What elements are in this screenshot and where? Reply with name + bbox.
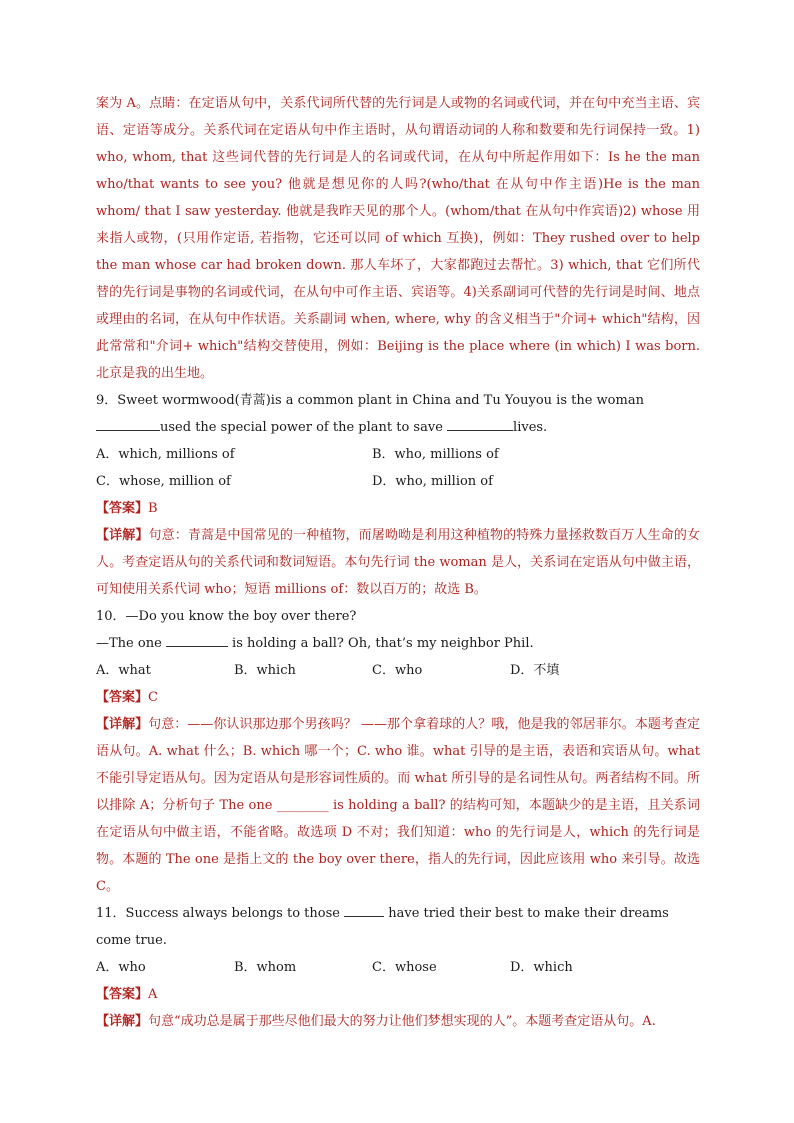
answer-line xyxy=(96,495,700,522)
answer-tag: 【答案】 xyxy=(96,690,149,705)
answer-blank xyxy=(447,416,513,431)
option-b: B．whom xyxy=(234,960,297,975)
question-10 xyxy=(96,603,700,900)
answer-blank xyxy=(344,902,384,917)
answer-blank xyxy=(96,416,160,431)
question-9-stem xyxy=(96,387,700,441)
detail-line xyxy=(96,711,700,900)
option-d: D．who, million of xyxy=(372,474,493,489)
detail-tag: 【详解】 xyxy=(96,717,149,732)
detail-text: 句意“成功总是属于那些尽他们最大的努力让他们梦想实现的人”。本题考查定语从句。A. xyxy=(148,1014,656,1029)
answer-line xyxy=(96,981,700,1008)
option-d: D．不填 xyxy=(510,663,560,678)
option-c: C．whose, million of xyxy=(96,474,231,489)
option-b: B．which xyxy=(234,663,296,678)
options-list xyxy=(96,954,700,981)
option-c: C．whose xyxy=(372,960,437,975)
options-list xyxy=(96,441,700,495)
options-list xyxy=(96,657,700,684)
question-number: 11． xyxy=(96,906,126,921)
option-b: B．who, millions of xyxy=(372,447,499,462)
detail-line xyxy=(96,522,700,603)
question-number: 9． xyxy=(96,393,118,408)
detail-text: 句意：——你认识那边那个男孩吗？ ——那个拿着球的人？哦，他是我的邻居菲尔。本题考查定语从句。A. what 什么；B. which 哪一个；C. who 谁。what 引导的是主语，表语和宾语从句。what 不能引导定语从句。因为定语从句是形容词性质的。而 what 所引导的是名词性从句。两者结构不同。所以排除 A；分析句子 The one ________ is holding a ball? 的结构可知，本题缺少的是主语，且关系词在定语从句中做主语，不能省略。故选项 D 不对；我们知道：who 的先行词是人，which 的先行词是物。本题的 The one 是指上文的 the boy over there，指人的先行词，因此应该用 who 来引导。故选 C。 xyxy=(96,717,700,894)
question-11 xyxy=(96,900,700,1035)
answer-blank xyxy=(166,632,228,647)
question-text: have tried their best to make their dreams come true. xyxy=(96,906,669,948)
option-a: A．what xyxy=(96,663,151,678)
question-10-reply xyxy=(96,630,700,657)
option-a: A．which, millions of xyxy=(96,447,235,462)
answer-value: A xyxy=(148,987,158,1002)
option-d: D．which xyxy=(510,960,573,975)
question-text: —The one xyxy=(96,636,166,651)
question-text: lives. xyxy=(513,420,548,435)
question-number: 10． xyxy=(96,609,126,624)
answer-value: B xyxy=(148,501,158,516)
question-10-stem xyxy=(96,603,700,630)
detail-tag: 【详解】 xyxy=(96,528,149,543)
detail-text: 句意：青蒿是中国常见的一种植物，而屠呦呦是利用这种植物的特殊力量拯救数百万人生命的女人。考查定语从句的关系代词和数词短语。本句先行词 the woman 是人，关系词在定语从句中做主语，可知使用关系代词 who；短语 millions of：数以百万的；故选 B。 xyxy=(96,528,700,597)
document-page xyxy=(96,90,700,1035)
intro-explanation: 案为 A。点睛：在定语从句中，关系代词所代替的先行词是人或物的名词或代词，并在句中充当主语、宾语、定语等成分。关系代词在定语从句中作主语时，从句谓语动词的人称和数要和先行词保持一致。1) who, whom, that 这些词代替的先行词是人的名词或代词，在从句中所起作用如下：Is he the man who/that wants to see you? 他就是想见你的人吗?(who/that 在从句中作主语)He is the man whom/ that I saw yesterday. 他就是我昨天见的那个人。(whom/that 在从句中作宾语)2) whose 用来指人或物，(只用作定语, 若指物，它还可以同 of which 互换)，例如：They rushed over to help the man whose car had broken down. 那人车坏了，大家都跑过去帮忙。3) which, that 它们所代替的先行词是事物的名词或代词，在从句中可作主语、宾语等。4)关系副词可代替的先行词是时间、地点或理由的名词，在从句中作状语。关系副词 when, where, why 的含义相当于"介词+ which"结构，因此常常和"介词+ which"结构交替使用，例如：Beijing is the place where (in which) I was born. 北京是我的出生地。 xyxy=(96,96,700,381)
question-text: Success always belongs to those xyxy=(125,906,345,921)
answer-tag: 【答案】 xyxy=(96,987,149,1002)
question-text: is holding a ball? Oh, that’s my neighbor Phil. xyxy=(227,636,534,651)
detail-line xyxy=(96,1008,700,1035)
question-11-stem xyxy=(96,900,700,954)
option-a: A．who xyxy=(96,960,146,975)
question-text: used the special power of the plant to save xyxy=(160,420,448,435)
question-9 xyxy=(96,387,700,603)
answer-line xyxy=(96,684,700,711)
question-text: Sweet wormwood(青蒿)is a common plant in China and Tu Youyou is the woman xyxy=(117,393,644,408)
option-c: C．who xyxy=(372,663,423,678)
answer-value: C xyxy=(148,690,158,705)
detail-tag: 【详解】 xyxy=(96,1014,149,1029)
answer-tag: 【答案】 xyxy=(96,501,149,516)
question-text: —Do you know the boy over there? xyxy=(125,609,357,624)
